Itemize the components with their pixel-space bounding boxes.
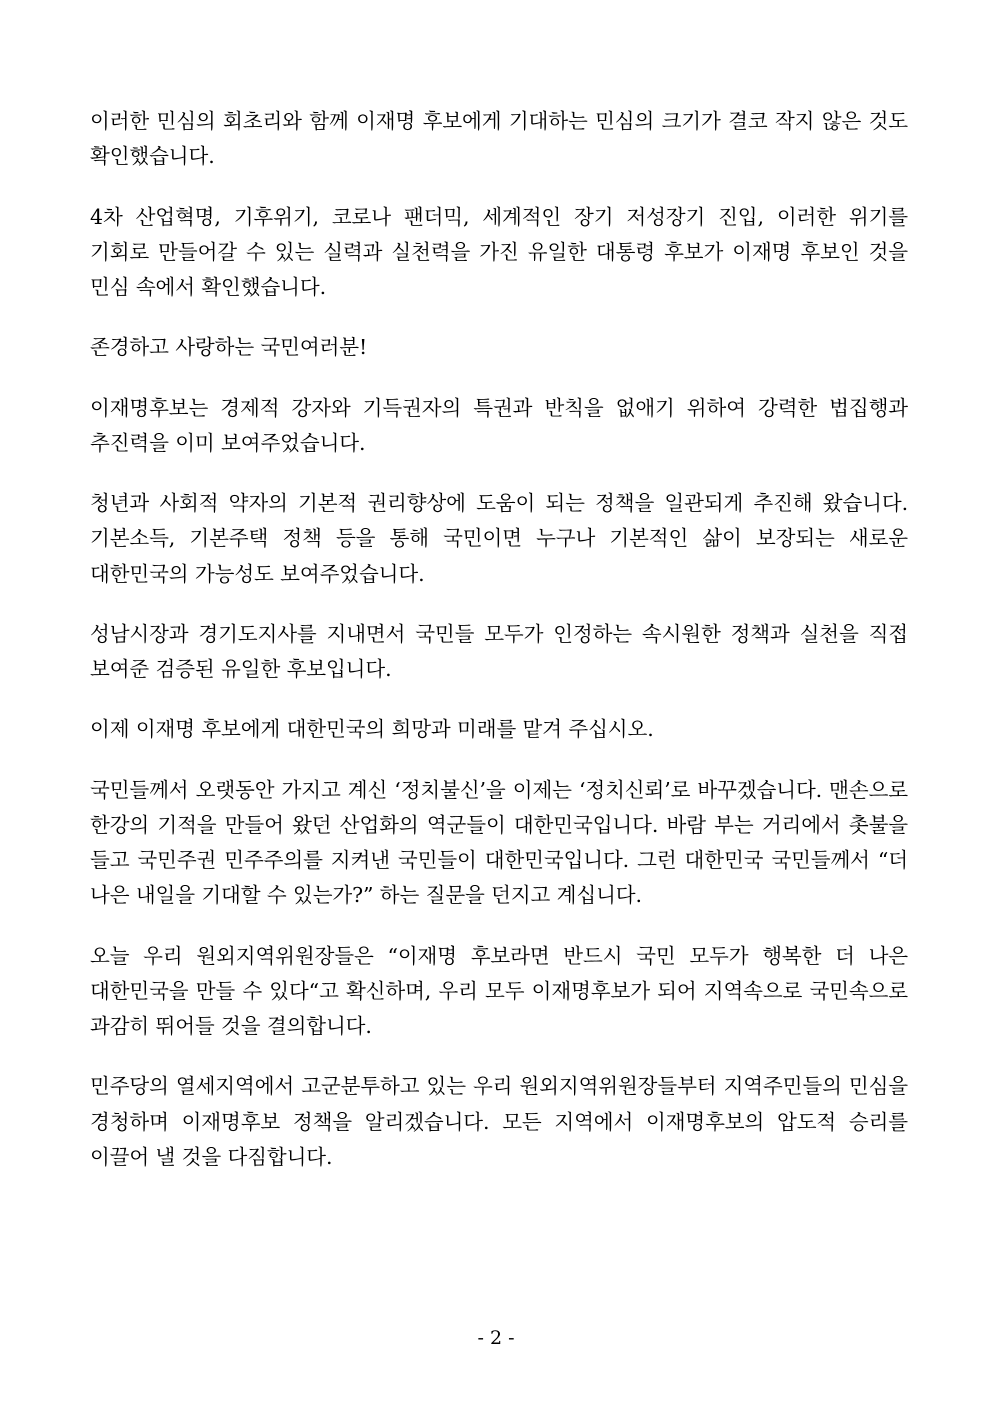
paragraph: 오늘 우리 원외지역위원장들은 “이재명 후보라면 반드시 국민 모두가 행복한 더 나은 대한민국을 만들 수 있다“고 확신하며, 우리 모두 이재명후보가 되어 지역속으로 국민속으로 과감히 뛰어들 것을 결의합니다. xyxy=(90,943,908,1038)
page-number: - 2 - xyxy=(477,1327,515,1349)
document-body xyxy=(90,104,908,1175)
paragraph: 이제 이재명 후보에게 대한민국의 희망과 미래를 맡겨 주십시오. xyxy=(90,717,654,742)
paragraph: 이러한 민심의 회초리와 함께 이재명 후보에게 기대하는 민심의 크기가 결코 작지 않은 것도 확인했습니다. xyxy=(90,109,908,169)
paragraph: 이재명후보는 경제적 강자와 기득권자의 특권과 반칙을 없애기 위하여 강력한 법집행과 추진력을 이미 보여주었습니다. xyxy=(90,395,908,455)
paragraph: 성남시장과 경기도지사를 지내면서 국민들 모두가 인정하는 속시원한 정책과 실천을 직접 보여준 검증된 유일한 후보입니다. xyxy=(90,621,908,681)
paragraph: 국민들께서 오랫동안 가지고 계신 ‘정치불신’을 이제는 ‘정치신뢰’로 바꾸겠습니다. 맨손으로 한강의 기적을 만들어 왔던 산업화의 역군들이 대한민국입니다. 바람 부는 거리에서 촛불을 들고 국민주권 민주주의를 지켜낸 국민들이 대한민국입니다. 그런 대한민국 국민들께서 “더 나은 내일을 기대할 수 있는가?” 하는 질문을 던지고 계십니다. xyxy=(90,777,908,908)
paragraph: 민주당의 열세지역에서 고군분투하고 있는 우리 원외지역위원장들부터 지역주민들의 민심을 경청하며 이재명후보 정책을 알리겠습니다. 모든 지역에서 이재명후보의 압도적 승리를 이끌어 낼 것을 다짐합니다. xyxy=(90,1074,908,1169)
paragraph: 청년과 사회적 약자의 기본적 권리향상에 도움이 되는 정책을 일관되게 추진해 왔습니다. 기본소득, 기본주택 정책 등을 통해 국민이면 누구나 기본적인 삶이 보장되는 새로운 대한민국의 가능성도 보여주었습니다. xyxy=(90,491,908,586)
paragraph: 존경하고 사랑하는 국민여러분! xyxy=(90,335,368,360)
paragraph: 4차 산업혁명, 기후위기, 코로나 팬더믹, 세계적인 장기 저성장기 진입, 이러한 위기를 기회로 만들어갈 수 있는 실력과 실천력을 가진 유일한 대통령 후보가 이재명 후보인 것을 민심 속에서 확인했습니다. xyxy=(90,204,908,299)
